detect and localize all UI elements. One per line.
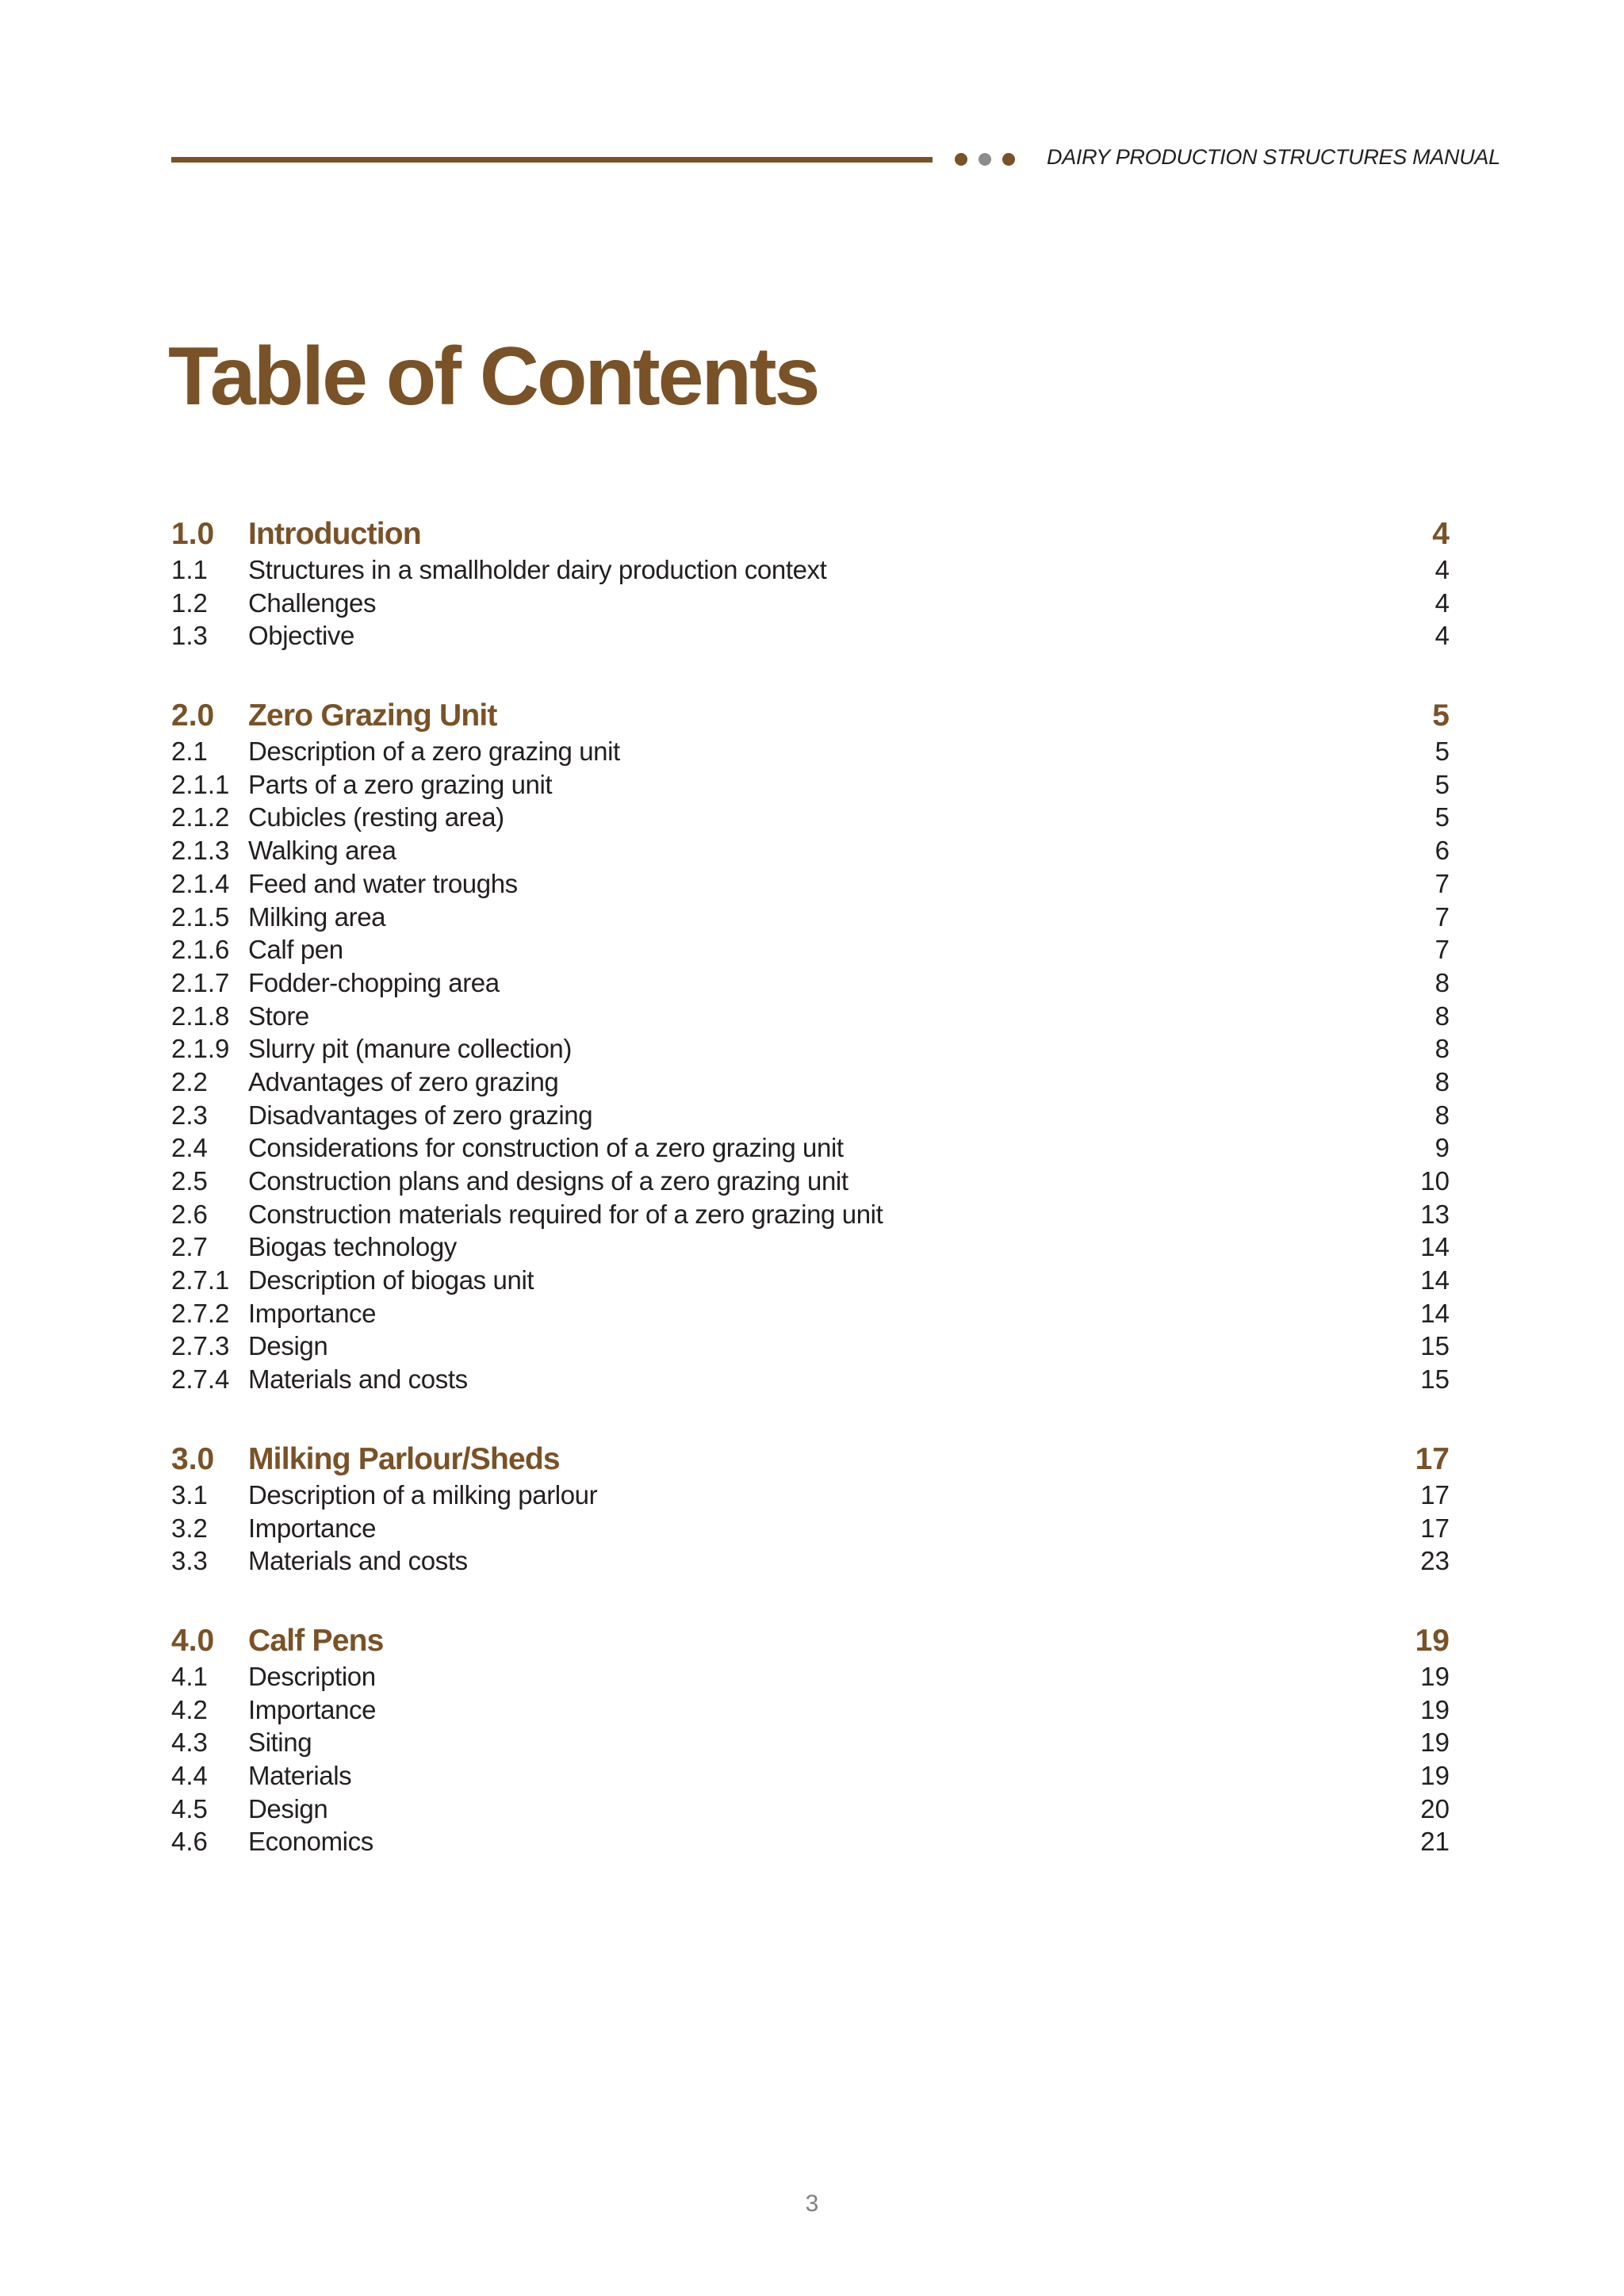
toc-entry	[171, 933, 1450, 966]
toc-entry	[171, 1264, 1450, 1297]
entry-page-number: 13	[1420, 1199, 1450, 1229]
entry-title: Slurry pit (manure collection)	[248, 1034, 572, 1064]
toc-entry	[171, 1230, 1450, 1264]
entry-number: 4.1	[171, 1661, 208, 1691]
entry-number: 4.2	[171, 1694, 208, 1724]
entry-page-number: 8	[1434, 1066, 1450, 1096]
toc-section-heading	[171, 1441, 1450, 1479]
entry-number: 1.1	[171, 555, 208, 584]
entry-page-number: 19	[1415, 1623, 1450, 1658]
toc-entry	[171, 834, 1450, 867]
toc-entry	[171, 1032, 1450, 1066]
entry-number: 4.0	[171, 1623, 215, 1658]
entry-page-number: 4	[1434, 587, 1450, 618]
entry-page-number: 17	[1420, 1513, 1450, 1543]
entry-page-number: 7	[1434, 868, 1450, 898]
entry-page-number: 5	[1434, 769, 1450, 799]
entry-title: Fodder-chopping area	[248, 967, 500, 997]
entry-number: 3.3	[171, 1546, 208, 1576]
toc-section	[171, 1622, 1450, 1858]
entry-title: Importance	[248, 1694, 377, 1724]
toc-entry	[171, 1363, 1450, 1396]
entry-page-number: 14	[1420, 1232, 1450, 1262]
entry-number: 4.5	[171, 1793, 208, 1823]
entry-page-number: 8	[1434, 1100, 1450, 1130]
toc-entry	[171, 1693, 1450, 1727]
entry-page-number: 5	[1434, 737, 1450, 767]
entry-number: 2.1.7	[171, 967, 230, 997]
toc-section-heading	[171, 515, 1450, 553]
toc-entry	[171, 966, 1450, 1000]
toc-entry	[171, 1330, 1450, 1363]
header-dot-grey	[979, 153, 991, 166]
entry-title: Parts of a zero grazing unit	[248, 769, 553, 799]
toc-entry	[171, 1512, 1450, 1545]
entry-number: 2.1.3	[171, 836, 230, 866]
entry-page-number: 19	[1420, 1728, 1450, 1758]
entry-number: 1.2	[171, 587, 208, 618]
entry-number: 4.3	[171, 1728, 208, 1758]
entry-title: Biogas technology	[248, 1232, 457, 1262]
entry-number: 2.7.2	[171, 1298, 230, 1328]
entry-number: 4.6	[171, 1827, 208, 1857]
entry-title: Importance	[248, 1298, 377, 1328]
header-dots	[955, 153, 1015, 166]
toc-entry	[171, 1066, 1450, 1099]
entry-number: 2.4	[171, 1133, 208, 1163]
entry-number: 2.1.2	[171, 802, 230, 832]
entry-page-number: 14	[1420, 1298, 1450, 1328]
entry-title: Advantages of zero grazing	[248, 1066, 559, 1096]
entry-title: Description of a milking parlour	[248, 1479, 598, 1510]
entry-number: 2.6	[171, 1199, 208, 1229]
toc-entry	[171, 1198, 1450, 1231]
entry-page-number: 4	[1434, 621, 1450, 651]
toc-entry	[171, 867, 1450, 901]
toc-section-heading	[171, 697, 1450, 735]
entry-number: 2.2	[171, 1066, 208, 1096]
entry-number: 2.7.1	[171, 1265, 230, 1295]
toc-entry	[171, 1544, 1450, 1578]
entry-number: 2.3	[171, 1100, 208, 1130]
running-header-title: DAIRY PRODUCTION STRUCTURES MANUAL	[1047, 145, 1500, 169]
entry-page-number: 5	[1434, 802, 1450, 832]
entry-page-number: 9	[1434, 1133, 1450, 1163]
entry-page-number: 7	[1434, 935, 1450, 965]
entry-number: 3.1	[171, 1479, 208, 1510]
entry-title: Construction materials required for of a zero grazing unit	[248, 1199, 883, 1229]
entry-number: 2.1	[171, 737, 208, 767]
header-rule	[171, 157, 933, 163]
table-of-contents	[171, 515, 1450, 1903]
entry-title: Objective	[248, 621, 354, 651]
entry-page-number: 15	[1420, 1331, 1450, 1361]
entry-number: 2.0	[171, 698, 215, 733]
entry-title: Feed and water troughs	[248, 868, 518, 898]
entry-title: Walking area	[248, 836, 396, 866]
entry-title: Importance	[248, 1513, 377, 1543]
entry-title: Description of biogas unit	[248, 1265, 534, 1295]
entry-number: 2.7.3	[171, 1331, 230, 1361]
toc-entry	[171, 553, 1450, 587]
entry-number: 2.1.6	[171, 935, 230, 965]
entry-page-number: 21	[1420, 1827, 1450, 1857]
entry-page-number: 8	[1434, 1001, 1450, 1031]
entry-page-number: 23	[1420, 1546, 1450, 1576]
toc-entry	[171, 768, 1450, 802]
entry-title: Disadvantages of zero grazing	[248, 1100, 593, 1130]
toc-entry	[171, 1793, 1450, 1826]
entry-page-number: 4	[1434, 555, 1450, 584]
entry-number: 2.5	[171, 1166, 208, 1196]
toc-entry	[171, 1165, 1450, 1198]
entry-page-number: 19	[1420, 1694, 1450, 1724]
entry-number: 2.7.4	[171, 1364, 230, 1395]
toc-section	[171, 515, 1450, 652]
entry-page-number: 4	[1432, 517, 1450, 551]
entry-number: 1.0	[171, 517, 215, 551]
entry-title: Challenges	[248, 587, 377, 618]
entry-title: Materials	[248, 1760, 352, 1790]
toc-section-heading	[171, 1622, 1450, 1660]
entry-number: 2.1.5	[171, 901, 230, 932]
entry-title: Store	[248, 1001, 309, 1031]
entry-page-number: 7	[1434, 901, 1450, 932]
entry-number: 2.1.8	[171, 1001, 230, 1031]
entry-title: Description	[248, 1661, 376, 1691]
entry-title: Materials and costs	[248, 1364, 468, 1395]
entry-page-number: 17	[1415, 1441, 1450, 1476]
entry-title: Construction plans and designs of a zero grazing unit	[248, 1166, 848, 1196]
entry-title: Milking area	[248, 901, 386, 932]
entry-number: 2.1.9	[171, 1034, 230, 1064]
entry-number: 2.1.1	[171, 769, 230, 799]
toc-entry	[171, 801, 1450, 834]
entry-title: Design	[248, 1331, 328, 1361]
toc-section	[171, 1441, 1450, 1578]
entry-title: Cubicles (resting area)	[248, 802, 504, 832]
entry-title: Economics	[248, 1827, 373, 1857]
entry-page-number: 5	[1432, 698, 1450, 733]
toc-entry	[171, 735, 1450, 768]
entry-page-number: 14	[1420, 1265, 1450, 1295]
toc-entry	[171, 1131, 1450, 1165]
header-dot-brown	[1002, 153, 1015, 166]
entry-title: Description of a zero grazing unit	[248, 737, 620, 767]
entry-page-number: 6	[1434, 836, 1450, 866]
entry-page-number: 15	[1420, 1364, 1450, 1395]
entry-title: Introduction	[248, 517, 421, 551]
page-title: Table of Contents	[168, 331, 818, 423]
entry-number: 1.3	[171, 621, 208, 651]
entry-title: Design	[248, 1793, 328, 1823]
toc-entry	[171, 1726, 1450, 1759]
toc-entry	[171, 619, 1450, 652]
entry-page-number: 8	[1434, 967, 1450, 997]
entry-title: Zero Grazing Unit	[248, 698, 497, 733]
entry-page-number: 17	[1420, 1479, 1450, 1510]
toc-entry	[171, 1479, 1450, 1512]
page-number: 3	[805, 2191, 819, 2217]
entry-page-number: 19	[1420, 1760, 1450, 1790]
entry-number: 4.4	[171, 1760, 208, 1790]
entry-title: Calf pen	[248, 935, 343, 965]
toc-entry	[171, 1099, 1450, 1132]
entry-title: Considerations for construction of a zero grazing unit	[248, 1133, 844, 1163]
entry-page-number: 8	[1434, 1034, 1450, 1064]
entry-title: Milking Parlour/Sheds	[248, 1441, 560, 1476]
entry-title: Structures in a smallholder dairy production context	[248, 555, 827, 584]
toc-entry	[171, 1759, 1450, 1793]
entry-title: Materials and costs	[248, 1546, 468, 1576]
entry-page-number: 19	[1420, 1661, 1450, 1691]
entry-title: Calf Pens	[248, 1623, 384, 1658]
entry-title: Siting	[248, 1728, 312, 1758]
toc-entry	[171, 1660, 1450, 1693]
entry-number: 3.2	[171, 1513, 208, 1543]
toc-entry	[171, 1000, 1450, 1033]
entry-page-number: 20	[1420, 1793, 1450, 1823]
entry-number: 3.0	[171, 1441, 215, 1476]
toc-entry	[171, 901, 1450, 934]
toc-entry	[171, 1825, 1450, 1858]
entry-number: 2.1.4	[171, 868, 230, 898]
header-dot-brown	[955, 153, 967, 166]
toc-section	[171, 697, 1450, 1396]
toc-entry	[171, 587, 1450, 620]
toc-entry	[171, 1297, 1450, 1330]
entry-number: 2.7	[171, 1232, 208, 1262]
entry-page-number: 10	[1420, 1166, 1450, 1196]
